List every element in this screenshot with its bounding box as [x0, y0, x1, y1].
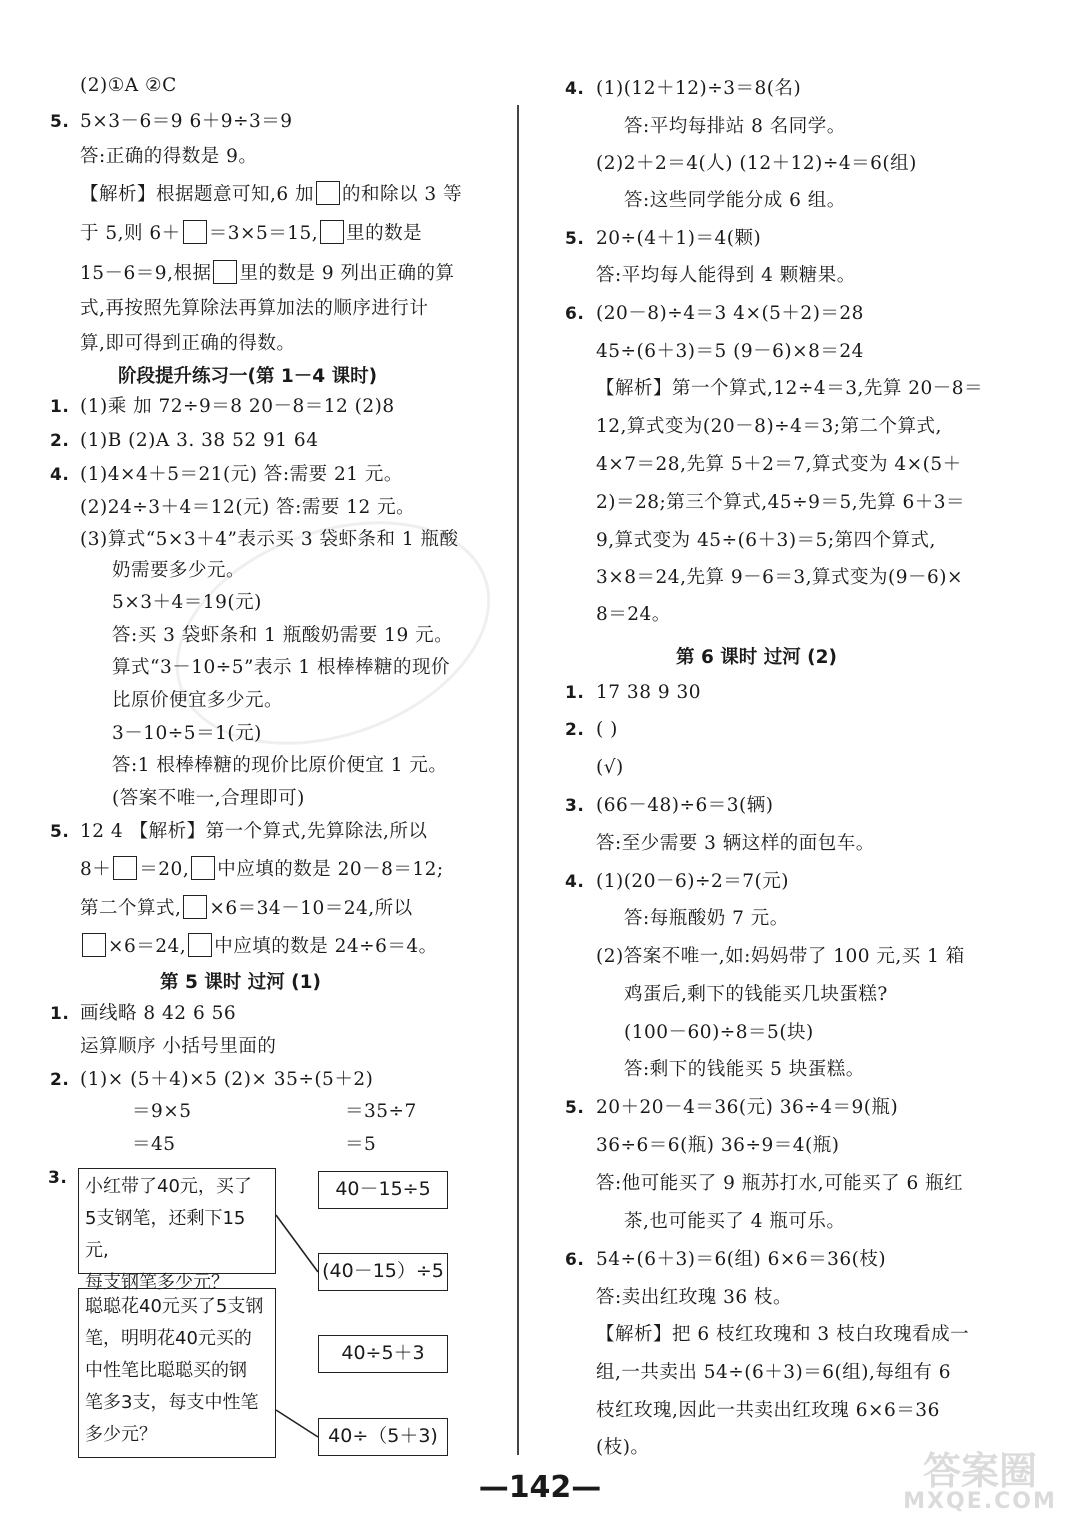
- text: ×6＝24,: [108, 936, 187, 957]
- answer-line: 答:卖出红玫瑰 36 枝。: [596, 1287, 793, 1308]
- expression-box: (40－15）÷5: [318, 1253, 448, 1291]
- answer-line: (1)× (5＋4)×5 (2)× 35÷(5＋2): [80, 1069, 374, 1090]
- question-number: 5.: [565, 229, 585, 249]
- answer-line: 鸡蛋后,剩下的钱能买几块蛋糕?: [624, 984, 888, 1005]
- problem-line: 多少元？: [85, 1424, 157, 1445]
- answer-line: 茶,也可能买了 4 瓶可乐。: [624, 1211, 846, 1232]
- answer-line: 比原价便宜多少元。: [112, 690, 284, 711]
- answer-line: (2)①A ②C: [80, 75, 177, 96]
- answer-line: 答:每瓶酸奶 7 元。: [624, 908, 789, 929]
- problem-line: 笔，明明花40元买的: [85, 1328, 252, 1349]
- answer-line: 算式“3－10÷5”表示 1 根棒棒糖的现价: [112, 657, 451, 678]
- problem-line: 聪聪花40元买了5支钢: [85, 1296, 264, 1317]
- answer-line: (1)乘 加 72÷9＝8 20－8＝12 (2)8: [80, 396, 395, 417]
- answer-line: 答:剩下的钱能买 5 块蛋糕。: [624, 1059, 865, 1080]
- question-number: 1.: [50, 397, 70, 417]
- answer-line: 奶需要多少元。: [112, 560, 246, 581]
- text: 里的数是: [346, 223, 423, 244]
- answer-line: ＝5: [345, 1134, 377, 1155]
- analysis-line: 【解析】第一个算式,12÷4＝3,先算 20－8＝: [596, 378, 984, 399]
- text: 15－6＝9,根据: [80, 263, 212, 284]
- text: 于 5,则 6＋: [80, 223, 181, 244]
- problem-line: 笔多3支，每支中性笔: [85, 1392, 259, 1413]
- answer-line: 答:他可能买了 9 瓶苏打水,可能买了 6 瓶红: [596, 1173, 964, 1194]
- watermark-main: 答案圈: [922, 1449, 1037, 1493]
- question-number: 4.: [50, 465, 70, 485]
- answer-line: (1)(20－6)÷2＝7(元): [596, 871, 789, 892]
- question-number: 6.: [565, 1250, 585, 1270]
- text: 中应填的数是 24÷6＝4。: [214, 936, 438, 957]
- text: ＝20,: [139, 859, 190, 880]
- question-number: 2.: [565, 720, 585, 740]
- section-heading: 第 6 课时 过河 (2): [676, 647, 837, 668]
- answer-line: 答:这些同学能分成 6 组。: [624, 190, 846, 211]
- problem-line: 5支钢笔，还剩下15元,: [85, 1208, 246, 1261]
- answer-line: 5×3－6＝9 6＋9÷3＝9: [80, 111, 293, 132]
- question-number: 1.: [50, 1004, 70, 1024]
- answer-line: (2)2＋2＝4(人) (12＋12)÷4＝6(组): [596, 153, 917, 174]
- answer-line: 12 4 【解析】第一个算式,先算除法,所以: [80, 821, 428, 842]
- analysis-line: 【解析】把 6 枝红玫瑰和 3 枝白玫瑰看成一: [596, 1324, 970, 1345]
- analysis-line: 枝红玫瑰,因此一共卖出红玫瑰 6×6＝36: [596, 1400, 940, 1421]
- analysis-line: 8＝24。: [596, 604, 671, 625]
- answer-line: 54÷(6＋3)＝6(组) 6×6＝36(枝): [596, 1249, 887, 1270]
- answer-line: (答案不唯一,合理即可): [112, 788, 305, 809]
- answer-line: 答:买 3 袋虾条和 1 瓶酸奶需要 19 元。: [112, 625, 454, 646]
- text: 8＋: [80, 859, 112, 880]
- watermark-sub: MXQE.COM: [903, 1489, 1057, 1514]
- text: 第二个算式,: [80, 898, 182, 919]
- answer-line: 运算顺序 小括号里面的: [80, 1036, 277, 1057]
- question-number: 5.: [565, 1098, 585, 1118]
- question-number: 4.: [565, 79, 585, 99]
- answer-line: (100－60)÷8＝5(块): [624, 1022, 814, 1043]
- answer-line: 45÷(6＋3)＝5 (9－6)×8＝24: [596, 341, 864, 362]
- answer-line: 17 38 9 30: [596, 682, 702, 703]
- analysis-line: 9,算式变为 45÷(6＋3)＝5;第四个算式,: [596, 530, 936, 551]
- analysis-line: 3×8＝24,先算 9－6＝3,算式变为(9－6)×: [596, 567, 964, 588]
- answer-line: ( ): [596, 719, 618, 740]
- analysis-line: 组,一共卖出 54÷(6＋3)＝6(组),每组有 6: [596, 1362, 952, 1383]
- problem-line: 每支钢笔多少元？: [85, 1272, 229, 1293]
- answer-line: (2)答案不唯一,如:妈妈带了 100 元,买 1 箱: [596, 946, 965, 967]
- answer-line: (66－48)÷6＝3(辆): [596, 795, 774, 816]
- problem-line: 中性笔比聪聪买的钢: [85, 1360, 247, 1381]
- text: ×6＝34－10＝24,所以: [209, 898, 413, 919]
- answer-line: 5×3＋4＝19(元): [112, 592, 262, 613]
- match-line: [276, 1410, 318, 1437]
- question-number: 3.: [48, 1168, 68, 1188]
- text: 【解析】根据题意可知,6 加: [80, 184, 315, 205]
- question-number: 1.: [565, 683, 585, 703]
- answer-line: 答:平均每人能得到 4 颗糖果。: [596, 265, 856, 286]
- question-number: 4.: [565, 872, 585, 892]
- answer-line: 答:正确的得数是 9。: [80, 146, 258, 167]
- question-number: 5.: [50, 822, 70, 842]
- analysis-line: (枝)。: [596, 1437, 650, 1458]
- section-heading: 阶段提升练习一(第 1－4 课时): [118, 366, 378, 387]
- answer-line: (20－8)÷4＝3 4×(5＋2)＝28: [596, 303, 864, 324]
- text: 中应填的数是 20－8＝12;: [217, 859, 444, 880]
- analysis-line: 4×7＝28,先算 5＋2＝7,算式变为 4×(5＋: [596, 454, 962, 475]
- answer-line: ＝45: [132, 1134, 176, 1155]
- question-number: 5.: [50, 112, 70, 132]
- problem-line: 小红带了40元，买了: [85, 1176, 252, 1197]
- analysis-line: 12,算式变为(20－8)÷4＝3;第二个算式,: [596, 416, 942, 437]
- answer-line: (√): [596, 757, 624, 778]
- analysis-line: 算,即可得到正确的得数。: [80, 333, 296, 354]
- answer-line: 20＋20－4＝36(元) 36÷4＝9(瓶): [596, 1097, 899, 1118]
- question-number: 3.: [565, 796, 585, 816]
- answer-line: ＝9×5: [132, 1101, 192, 1122]
- answer-line: 答:1 根棒棒糖的现价比原价便宜 1 元。: [112, 755, 448, 776]
- question-number: 2.: [50, 431, 70, 451]
- text: ＝3×5＝15,: [208, 223, 319, 244]
- text: 里的数是 9 列出正确的算: [239, 263, 455, 284]
- expression-box: 40÷5＋3: [318, 1335, 448, 1373]
- answer-line: 画线略 8 42 6 56: [80, 1003, 237, 1024]
- section-heading: 第 5 课时 过河 (1): [160, 972, 321, 993]
- site-watermark: [900, 1440, 1060, 1520]
- analysis-line: 式,再按照先算除法再算加法的顺序进行计: [80, 298, 429, 319]
- answer-line: 36÷6＝6(瓶) 36÷9＝4(瓶): [596, 1135, 840, 1156]
- answer-line: (1)(12＋12)÷3＝8(名): [596, 78, 802, 99]
- answer-line: (2)24÷3＋4＝12(元) 答:需要 12 元。: [80, 497, 416, 518]
- text: 的和除以 3 等: [342, 184, 463, 205]
- analysis-line: 2)＝28;第三个算式,45÷9＝5,先算 6＋3＝: [596, 492, 966, 513]
- answer-line: 20÷(4＋1)＝4(颗): [596, 228, 762, 249]
- question-number: 2.: [50, 1070, 70, 1090]
- expression-box: 40÷（5＋3): [318, 1418, 448, 1456]
- answer-line: (1)B (2)A 3. 38 52 91 64: [80, 430, 319, 451]
- match-line: [276, 1215, 318, 1272]
- answer-line: ＝35÷7: [345, 1101, 417, 1122]
- answer-line: 答:平均每排站 8 名同学。: [624, 116, 846, 137]
- question-number: 6.: [565, 304, 585, 324]
- answer-line: 答:至少需要 3 辆这样的面包车。: [596, 833, 875, 854]
- answer-line: (3)算式“5×3＋4”表示买 3 袋虾条和 1 瓶酸: [80, 529, 459, 550]
- answer-line: 3－10÷5＝1(元): [112, 723, 262, 744]
- expression-box: 40－15÷5: [318, 1171, 448, 1209]
- answer-line: (1)4×4＋5＝21(元) 答:需要 21 元。: [80, 464, 403, 485]
- page-number: —142—: [478, 1470, 602, 1505]
